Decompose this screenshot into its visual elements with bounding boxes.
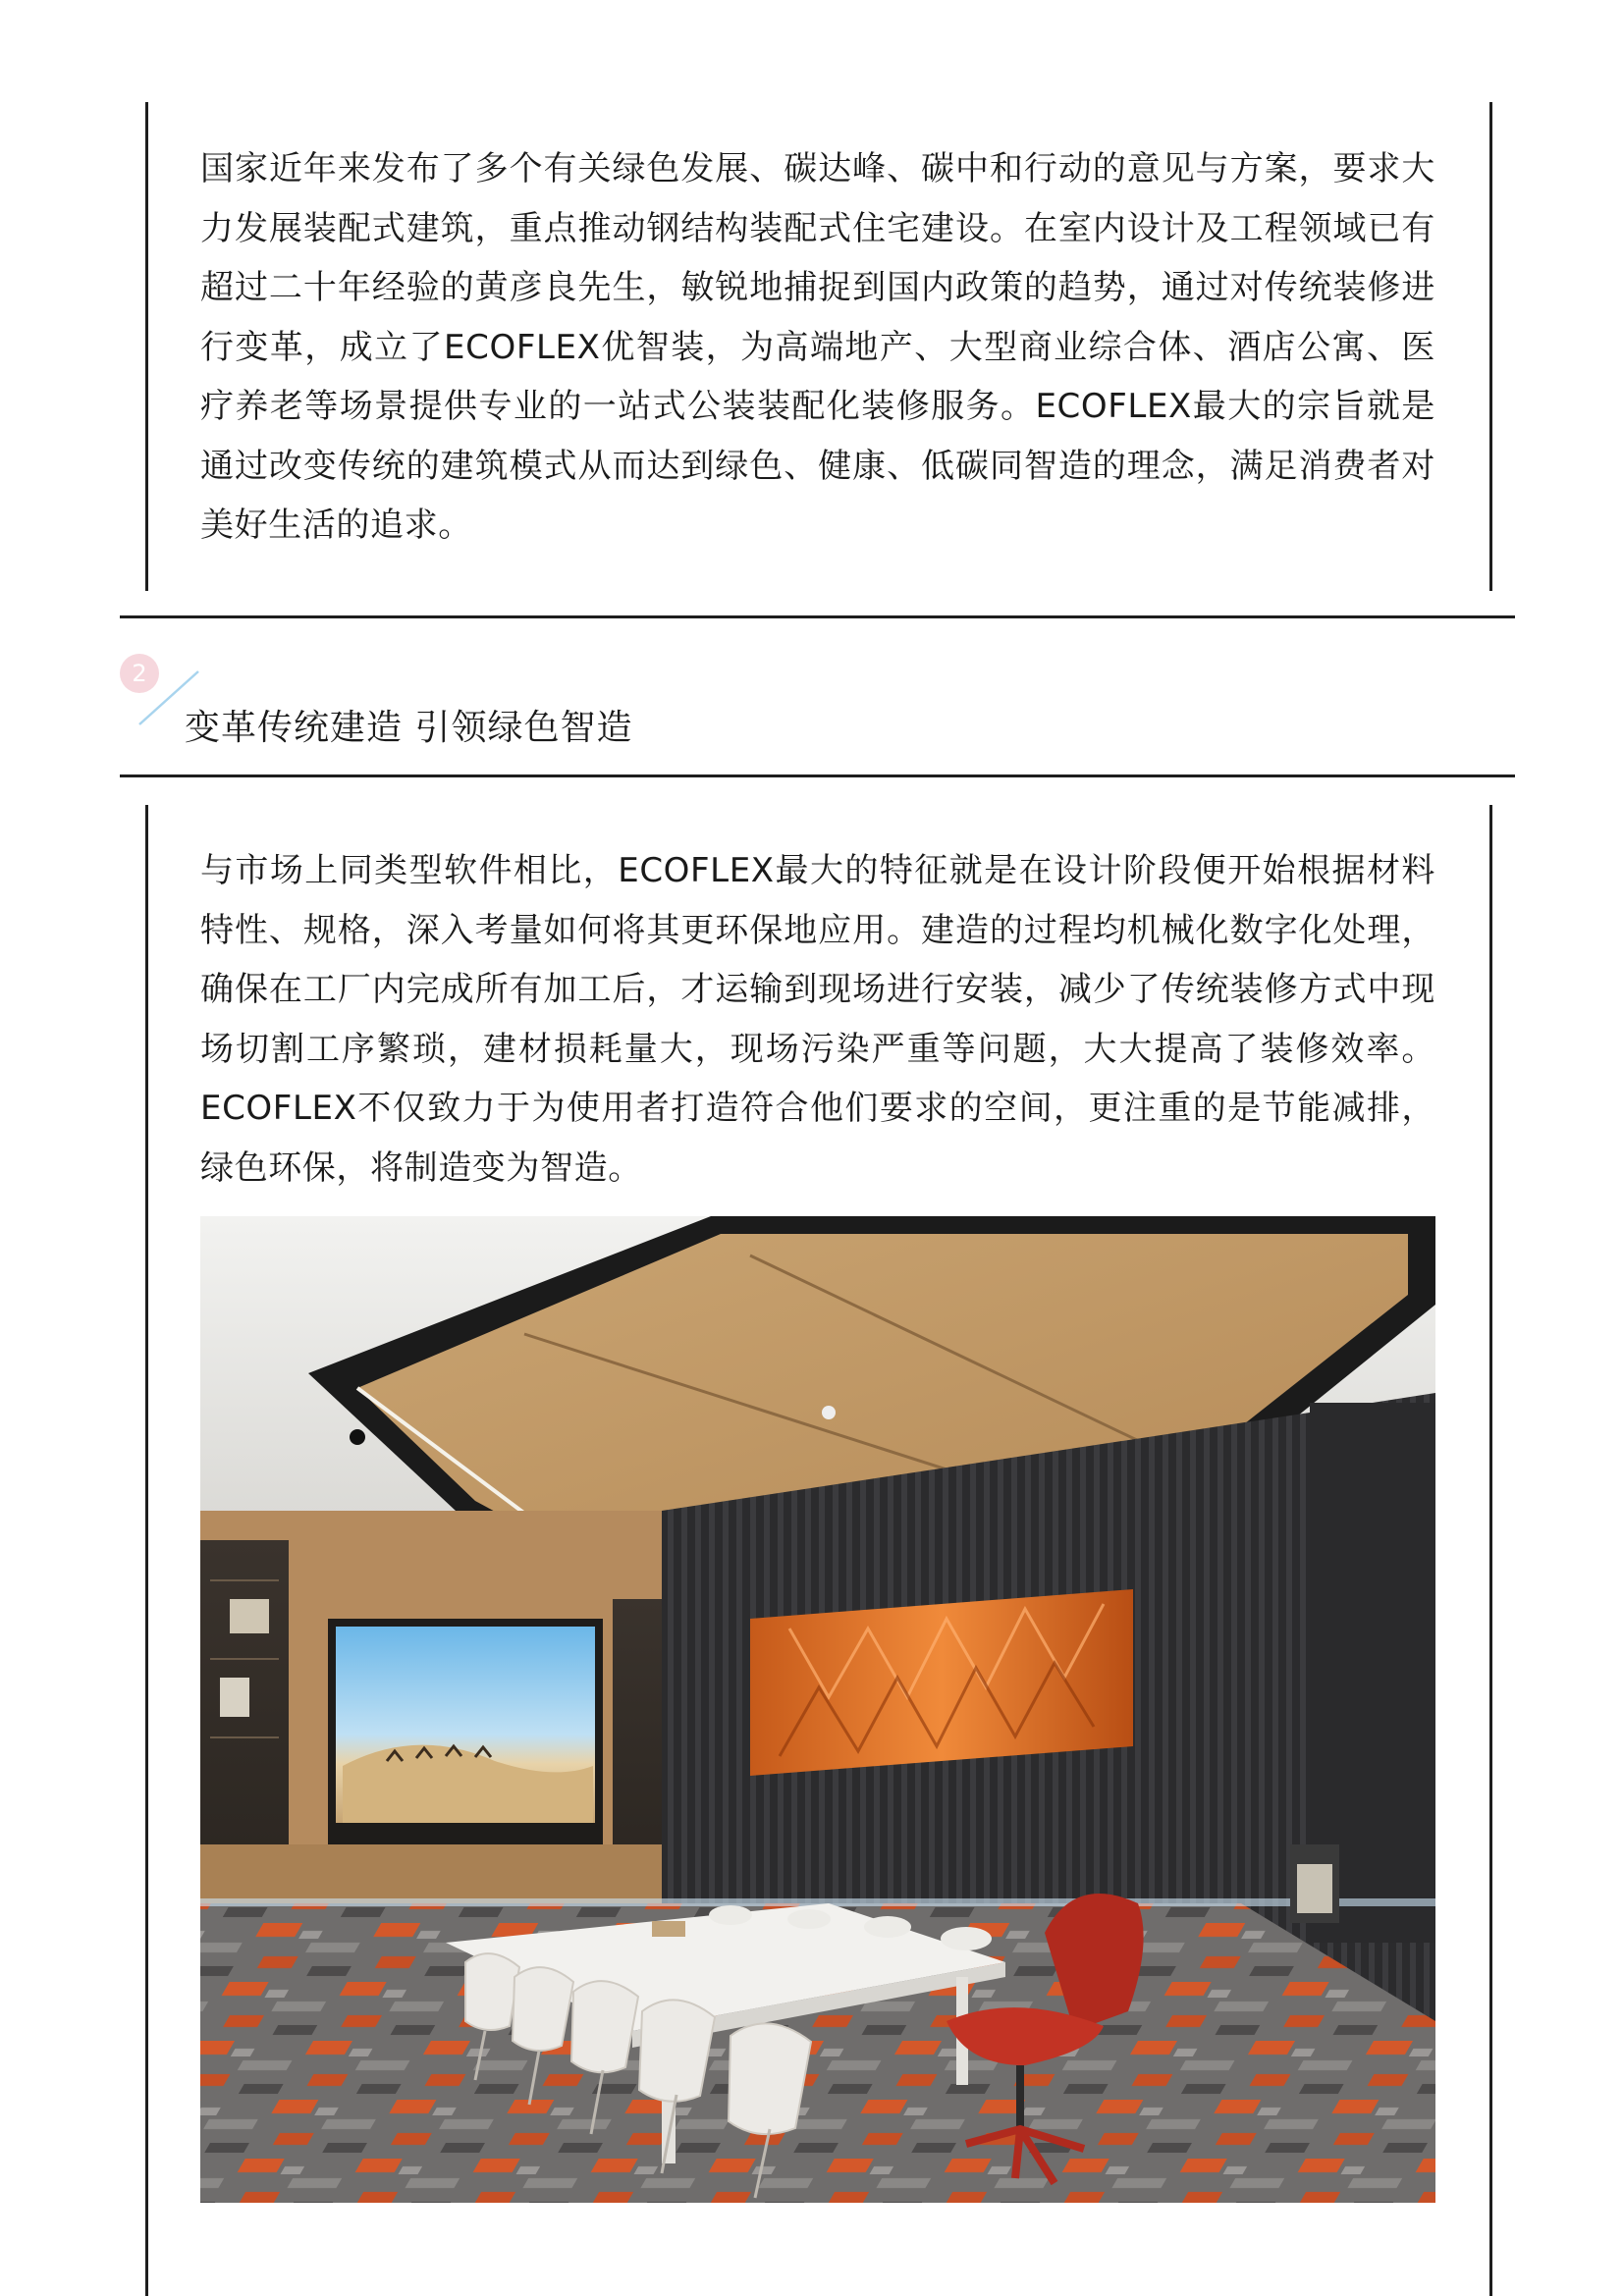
frame-right-bottom xyxy=(1489,805,1492,2296)
section-divider-top xyxy=(120,615,1515,618)
intro-paragraph: 国家近年来发布了多个有关绿色发展、碳达峰、碳中和行动的意见与方案，要求大力发展装配式建筑，重点推动钢结构装配式住宅建设。在室内设计及工程领域已有超过二十年经验的黄彦良先生，敏锐地捕捉到国内政策的趋势，通过对传统装修进行变革，成立了ECOFLEX优智装，为高端地产、大型商业综合体、酒店公寓、医疗养老等场景提供专业的一站式公装装配化装修服务。ECOFLEX最大的宗旨就是通过改变传统的建筑模式从而达到绿色、健康、低碳同智造的理念，满足消费者对美好生活的追求。 xyxy=(200,149,1435,545)
section-title: 变革传统建造 引领绿色智造 xyxy=(185,708,633,748)
section-number-badge: 2 xyxy=(120,654,159,693)
frame-left-bottom xyxy=(145,805,148,2296)
section-divider-bottom xyxy=(120,774,1515,777)
meeting-room-photo xyxy=(200,1216,1435,2203)
frame-left-top xyxy=(145,102,148,591)
section-paragraph: 与市场上同类型软件相比，ECOFLEX最大的特征就是在设计阶段便开始根据材料特性、规格，深入考量如何将其更环保地应用。建造的过程均机械化数字化处理，确保在工厂内完成所有加工后，才运输到现场进行安装，减少了传统装修方式中现场切割工序繁琐，建材损耗量大，现场污染严重等问题，大大提高了装修效率。ECOFLEX不仅致力于为使用者打造符合他们要求的空间，更注重的是节能减排，绿色环保，将制造变为智造。 xyxy=(200,851,1435,1188)
frame-right-top xyxy=(1489,102,1492,591)
